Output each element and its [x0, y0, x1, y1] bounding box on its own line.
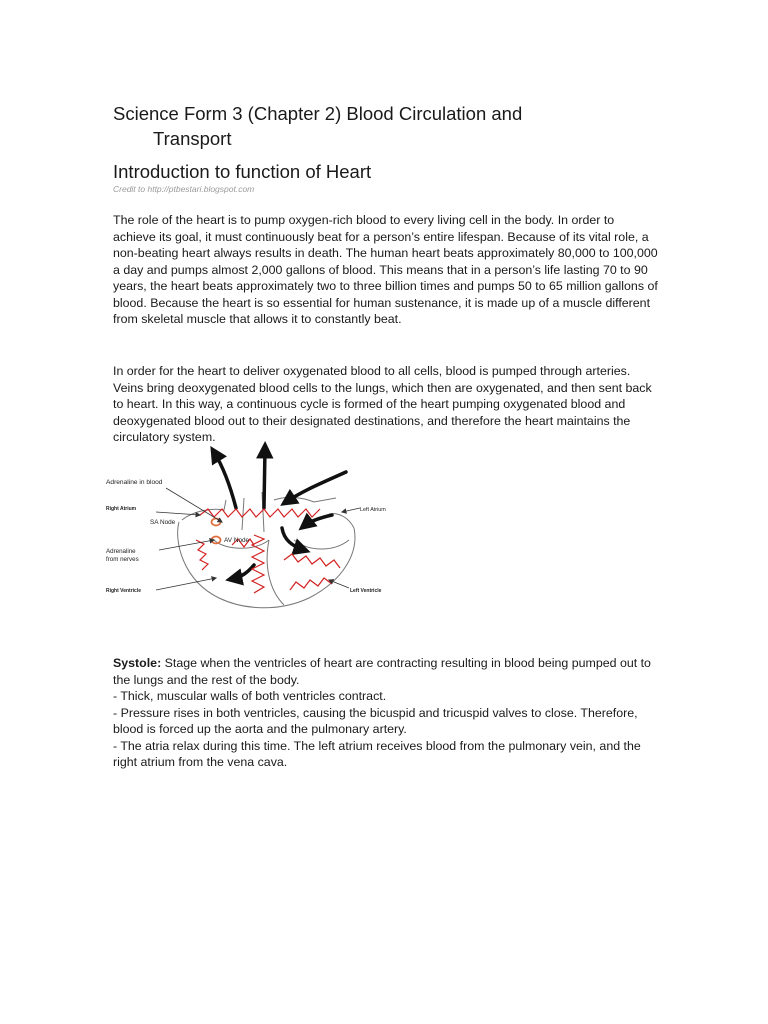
- blood-flow-arrows: [214, 448, 346, 579]
- systole-section: [113, 655, 658, 771]
- label-adrenaline-from-nerves-2: from nerves: [106, 556, 139, 563]
- page-title: [113, 101, 633, 151]
- credit-note: Credit to http://ptbestari.blogspot.com: [113, 184, 255, 194]
- conduction-signal-paths: [196, 509, 340, 593]
- pulmonary-vein-arrow: [286, 472, 346, 502]
- label-adrenaline-from-nerves-1: Adrenaline: [106, 548, 136, 555]
- title-line-1: Science Form 3 (Chapter 2) Blood Circulation and: [113, 103, 523, 124]
- right-ventricle-arrow: [232, 565, 254, 579]
- sa-node-marker: [212, 519, 221, 526]
- nodes: [212, 519, 221, 544]
- systole-point: - The atria relax during this time. The left atrium receives blood from the pulmonary vein, and the right atrium from the vena cava.: [113, 738, 641, 769]
- atrial-signal: [200, 509, 320, 517]
- left-purkinje: [284, 554, 340, 590]
- right-purkinje: [196, 540, 208, 570]
- label-left-atrium: Left Atrium: [360, 507, 386, 513]
- title-line-2: Transport: [153, 128, 232, 149]
- heart-outline: [178, 492, 355, 608]
- left-atrium-arrow: [304, 515, 332, 526]
- systole-definition: [113, 655, 658, 688]
- systole-point: - Pressure rises in both ventricles, causing the bicuspid and tricuspid valves to close. Therefore, blood is forced up the aorta and the pulmonary artery.: [113, 705, 638, 736]
- pulmonary-artery-arrow: [264, 448, 265, 508]
- label-av-node: AV Node: [224, 537, 250, 544]
- label-sa-node: SA Node: [150, 519, 176, 526]
- label-adrenaline-in-blood: Adrenaline in blood: [106, 479, 163, 486]
- label-left-ventricle: Left Ventricle: [350, 588, 382, 594]
- paragraph-heart-role: The role of the heart is to pump oxygen-rich blood to every living cell in the body. In order to achieve its goal, it must continuously beat for a person’s entire lifespan. Because of its vital role, a non-beating heart always results in death. The human heart beats approximately 80,000 to 100,000 a day and pumps almost 2,000 gallons of blood. This means that in a person’s life lasting 70 to 90 years, the heart beats approximately two to three billion times and pumps 50 to 65 million gallons of blood. Because the heart is so essential for human sustenance, it is made up of a muscle different from skeletal muscle that allows it to constantly beat.: [113, 213, 658, 326]
- label-right-ventricle: Right Ventricle: [106, 588, 142, 594]
- label-pointers: [156, 488, 360, 590]
- systole-term: Systole:: [113, 656, 162, 670]
- paragraph-circulation: In order for the heart to deliver oxygenated blood to all cells, blood is pumped through arteries. Veins bring deoxygenated blood cells to the lungs, which then are oxygenated, and then sent back to heart. In this way, a continuous cycle is formed of the heart pumping oxygenated blood and deoxygenated blood out to their designated destinations, and therefore the heart maintains the circulatory system.: [113, 364, 652, 444]
- aorta-arrow: [214, 452, 236, 508]
- heart-conduction-diagram: [104, 440, 398, 620]
- systole-definition-text: Stage when the ventricles of heart are contracting resulting in blood being pumped out to the lungs and the rest of the body.: [113, 656, 651, 687]
- label-right-atrium: Right Atrium: [106, 506, 137, 512]
- vena-cava-arrow: [282, 528, 304, 550]
- section-heading: Introduction to function of Heart: [113, 161, 372, 182]
- systole-point: - Thick, muscular walls of both ventricles contract.: [113, 689, 387, 703]
